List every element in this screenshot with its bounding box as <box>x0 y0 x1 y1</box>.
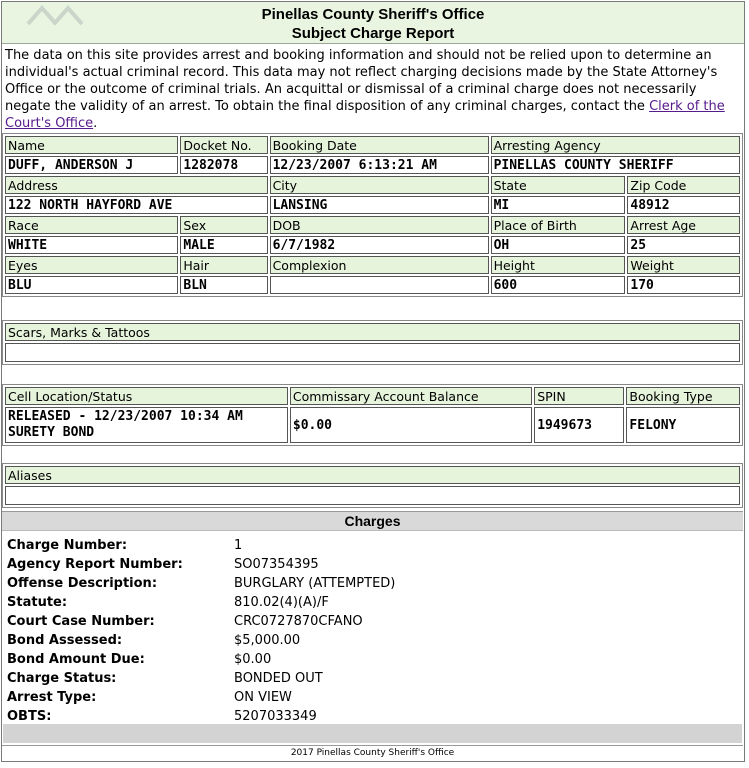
list-item <box>7 669 727 688</box>
city-label: City <box>270 176 489 194</box>
offense-description-label: Offense Description: <box>7 576 158 591</box>
birthplace-label: Place of Birth <box>491 216 626 234</box>
agency-value: PINELLAS COUNTY SHERIFF <box>491 156 740 174</box>
custody-table <box>2 384 743 446</box>
address-value: 122 NORTH HAYFORD AVE <box>5 196 268 214</box>
state-label: State <box>491 176 626 194</box>
birthplace-value: OH <box>491 236 626 254</box>
list-item <box>7 688 727 707</box>
court-case-number-label: Court Case Number: <box>7 614 155 629</box>
eyes-value: BLU <box>5 276 178 294</box>
address-label: Address <box>5 176 268 194</box>
hair-label: Hair <box>180 256 267 274</box>
dob-label: DOB <box>270 216 489 234</box>
dob-value: 6/7/1982 <box>270 236 489 254</box>
list-item <box>7 536 727 555</box>
height-label: Height <box>491 256 626 274</box>
weight-label: Weight <box>627 256 740 274</box>
aliases-value <box>5 486 740 505</box>
arrest-type-label: Arrest Type: <box>7 690 97 705</box>
subject-details-table <box>2 133 743 297</box>
scars-table <box>2 320 743 365</box>
court-case-number-value: CRC0727870CFANO <box>234 614 363 629</box>
charge-status-label: Charge Status: <box>7 671 117 686</box>
list-item <box>7 612 727 631</box>
list-item <box>7 555 727 574</box>
arrest-type-value: ON VIEW <box>234 690 292 705</box>
cell-release-type: SURETY BOND <box>8 425 95 440</box>
bond-amount-due-label: Bond Amount Due: <box>7 652 145 667</box>
disclaimer-suffix: . <box>93 116 98 131</box>
bond-amount-due-value: $0.00 <box>234 652 272 667</box>
hair-value: BLN <box>180 276 267 294</box>
obts-label: OBTS: <box>7 709 52 724</box>
aliases-label: Aliases <box>5 466 740 484</box>
booking-date-label: Booking Date <box>270 136 489 154</box>
charge-number-value: 1 <box>234 538 243 553</box>
booking-type-value: FELONY <box>626 407 740 443</box>
agency-label: Arresting Agency <box>491 136 740 154</box>
arrest-age-label: Arrest Age <box>627 216 740 234</box>
watermark-logo-icon <box>26 4 86 26</box>
commissary-label: Commissary Account Balance <box>290 387 532 405</box>
name-value: DUFF, ANDERSON J <box>5 156 178 174</box>
cell-location-label: Cell Location/Status <box>5 387 288 405</box>
eyes-label: Eyes <box>5 256 178 274</box>
disclaimer-text <box>5 47 740 132</box>
obts-value: 5207033349 <box>234 709 317 724</box>
race-value: WHITE <box>5 236 178 254</box>
booking-date-value: 12/23/2007 6:13:21 AM <box>270 156 489 174</box>
footer-divider <box>2 745 743 746</box>
cell-status-line: RELEASED - 12/23/2007 10:34 AM <box>8 409 243 424</box>
complexion-label: Complexion <box>270 256 489 274</box>
charges-header: Charges <box>2 511 743 531</box>
agency-report-number-label: Agency Report Number: <box>7 557 183 572</box>
name-label: Name <box>5 136 178 154</box>
booking-type-label: Booking Type <box>626 387 740 405</box>
copyright-text: 2017 Pinellas County Sheriff's Office <box>290 748 455 758</box>
race-label: Race <box>5 216 178 234</box>
scars-label: Scars, Marks & Tattoos <box>5 323 740 341</box>
zip-label: Zip Code <box>627 176 740 194</box>
spin-label: SPIN <box>534 387 624 405</box>
clerk-office-link[interactable]: Clerk of the Court's Office <box>5 99 725 131</box>
list-item <box>7 650 727 669</box>
arrest-age-value: 25 <box>627 236 740 254</box>
charges-footer-bar <box>3 724 742 743</box>
sex-label: Sex <box>180 216 267 234</box>
commissary-value: $0.00 <box>290 407 532 443</box>
bond-assessed-label: Bond Assessed: <box>7 633 123 648</box>
list-item <box>7 574 727 593</box>
cell-location-value <box>5 407 288 443</box>
report-title: Subject Charge Report <box>291 25 455 42</box>
offense-description-value: BURGLARY (ATTEMPTED) <box>234 576 396 591</box>
bond-assessed-value: $5,000.00 <box>234 633 301 648</box>
state-value: MI <box>491 196 626 214</box>
spin-value: 1949673 <box>534 407 624 443</box>
aliases-table <box>2 463 743 508</box>
charge-status-value: BONDED OUT <box>234 671 323 686</box>
office-title: Pinellas County Sheriff's Office <box>261 6 485 23</box>
list-item <box>7 593 727 612</box>
charges-list <box>7 536 727 726</box>
statute-value: 810.02(4)(A)/F <box>234 595 329 610</box>
agency-report-number-value: SO07354395 <box>234 557 319 572</box>
city-value: LANSING <box>270 196 489 214</box>
height-value: 600 <box>491 276 626 294</box>
docket-label: Docket No. <box>180 136 267 154</box>
disclaimer-body: The data on this site provides arrest and booking information and should not be relied upon to determine an individual's actual criminal record. This data may not reflect charging decisions made by the State Attorney's Office or the outcome of criminal trials. An acquittal or dismissal of a criminal charge does not necessarily negate the validity of an arrest. To obtain the final disposition of any criminal charges, contact the <box>5 48 718 114</box>
list-item <box>7 631 727 650</box>
scars-value <box>5 343 740 362</box>
docket-value: 1282078 <box>180 156 267 174</box>
sex-value: MALE <box>180 236 267 254</box>
statute-label: Statute: <box>7 595 68 610</box>
zip-value: 48912 <box>627 196 740 214</box>
weight-value: 170 <box>627 276 740 294</box>
report-header <box>2 2 744 44</box>
complexion-value <box>270 276 489 294</box>
charge-number-label: Charge Number: <box>7 538 128 553</box>
